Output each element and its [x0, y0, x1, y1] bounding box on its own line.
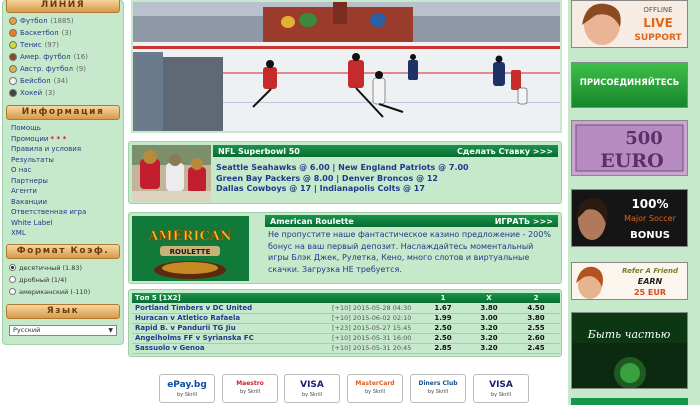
radio-icon[interactable]: [9, 276, 16, 283]
odds-format-decimal[interactable]: [3, 262, 123, 274]
ad-refer-friend[interactable]: [571, 262, 688, 300]
soccer-pct: 100%: [631, 197, 669, 211]
sport-item-baseball[interactable]: [3, 75, 123, 87]
match-name[interactable]: Rapid B. v Pandurii TG Jiu: [132, 323, 332, 333]
odd-away[interactable]: 2.60: [512, 333, 560, 343]
top5-title: Топ 5 [1X2]: [132, 293, 420, 303]
sport-count: (3): [45, 89, 56, 97]
payment-by: by Skrill: [239, 389, 260, 395]
info-links: [3, 123, 123, 239]
refer-line1: Refer A Friend: [622, 267, 678, 275]
payment-logo-maestro: [222, 374, 278, 403]
odds-format-label: американский (-110): [19, 287, 91, 296]
match-info: [+10] 2015-05-31 20:45: [332, 343, 420, 353]
payment-logo-mastercard: [347, 374, 403, 403]
support-status: OFFLINE: [643, 6, 673, 14]
odd-draw[interactable]: 3.00: [466, 313, 512, 323]
odd-away[interactable]: 2.45: [512, 343, 560, 353]
language-header: Язык: [6, 304, 120, 319]
sport-label: Тенис: [20, 41, 42, 49]
info-link-terms[interactable]: Правила и условия: [11, 145, 82, 153]
nfl-title: NFL Superbowl 50: [218, 146, 300, 156]
soccer-bonus-graphic: [572, 190, 687, 246]
support-live: LIVE: [643, 16, 673, 30]
match-name[interactable]: Portland Timbers v DC United: [132, 303, 332, 313]
nfl-odds-line[interactable]: Green Bay Packers @ 8.00 | Denver Broncos @ 12: [216, 173, 438, 183]
soccer-bonus: BONUS: [630, 230, 670, 241]
table-row[interactable]: [132, 323, 560, 333]
match-name[interactable]: Sassuolo v Genoa: [132, 343, 332, 353]
match-info: [+10] 2015-05-31 16:00: [332, 333, 420, 343]
match-info: [+10] 2015-06-02 02:10: [332, 313, 420, 323]
ad-soccer-bonus[interactable]: [571, 189, 688, 247]
info-link-agents[interactable]: Агенти: [11, 187, 37, 195]
right-ads-column: [568, 0, 700, 405]
language-value: Русский: [13, 325, 41, 334]
hockey-icon: [9, 89, 17, 97]
sport-label: Баскетбол: [20, 29, 59, 37]
table-row[interactable]: [132, 303, 560, 313]
roulette-content: [265, 215, 558, 275]
place-bet-link[interactable]: Сделать Ставку >>>: [456, 146, 553, 156]
sport-label: Бейсбол: [20, 77, 51, 85]
sport-count: (9): [76, 65, 86, 73]
nfl-superbowl-panel: [128, 141, 562, 204]
sport-label: Австр. футбол: [20, 65, 74, 73]
odd-draw[interactable]: 3.20: [466, 323, 512, 333]
payment-logo-diners: [410, 374, 466, 403]
sport-item-aussie-football[interactable]: [3, 63, 123, 75]
roulette-title: American Roulette: [270, 216, 354, 226]
odd-draw[interactable]: 3.20: [466, 333, 512, 343]
ad-live-support[interactable]: [571, 0, 688, 48]
radio-selected-icon[interactable]: [9, 264, 16, 271]
promo-stars: * * *: [50, 134, 67, 143]
odds-format-fractional[interactable]: [3, 274, 123, 286]
sports-list: [3, 15, 123, 99]
payment-brand: Diners Club: [418, 380, 458, 387]
roulette-title-bar: [265, 215, 558, 227]
sport-label: Футбол: [20, 17, 48, 25]
odd-home[interactable]: 2.50: [420, 333, 466, 343]
match-name[interactable]: Huracan v Atletico Rafaela: [132, 313, 332, 323]
american-football-icon: [9, 53, 17, 61]
roulette-logo-subtitle: ROULETTE: [169, 248, 211, 256]
nfl-photo[interactable]: [132, 145, 211, 202]
info-link-partners[interactable]: Партнеры: [11, 176, 48, 185]
table-row[interactable]: [132, 333, 560, 343]
table-row[interactable]: [132, 313, 560, 323]
payment-by: by Skrill: [427, 389, 448, 395]
odd-home[interactable]: 1.99: [420, 313, 466, 323]
top5-header-row: [132, 293, 560, 303]
payment-logo-visa-electron: [473, 374, 529, 403]
odd-away[interactable]: 4.50: [512, 303, 560, 313]
info-link-xml[interactable]: XML: [11, 229, 26, 237]
sport-count: (16): [73, 53, 88, 61]
refer-line3: 25 EUR: [633, 288, 667, 297]
refer-line2: EARN: [637, 277, 663, 286]
sport-item-football[interactable]: [3, 15, 123, 27]
sport-count: (97): [44, 41, 59, 49]
info-link-white-label[interactable]: White Label: [11, 218, 53, 227]
odds-format-header: Формат Коэф.: [6, 244, 120, 259]
sport-label: Хокей: [20, 89, 43, 97]
payment-by: by Skrill: [176, 392, 197, 398]
col-home-header: 1: [420, 293, 466, 303]
sport-item-tennis[interactable]: [3, 39, 123, 51]
odds-format-label: десятичный (1.83): [19, 263, 83, 272]
tennis-icon: [9, 41, 17, 49]
info-header: Информация: [6, 105, 120, 120]
odds-format-american[interactable]: [3, 286, 123, 298]
top5-table: [132, 293, 560, 354]
odd-draw[interactable]: 3.80: [466, 303, 512, 313]
top5-panel: [128, 289, 562, 357]
payment-logo-visa: [284, 374, 340, 403]
payment-brand: Maestro: [236, 380, 264, 387]
be-part-label: Быть частью: [587, 328, 671, 341]
sport-item-hockey[interactable]: [3, 87, 123, 99]
nfl-title-bar: [213, 145, 558, 157]
be-part-graphic: [572, 313, 687, 388]
payment-brand: MasterCard: [355, 380, 395, 387]
payment-brand: VISA: [300, 380, 324, 390]
info-link-help[interactable]: Помощь: [11, 124, 41, 132]
play-roulette-link[interactable]: ИГРАТЬ >>>: [494, 216, 553, 226]
payment-brand: ePay.bg: [167, 380, 207, 390]
odd-away[interactable]: 3.80: [512, 313, 560, 323]
match-info: [+23] 2015-05-27 15:45: [332, 323, 420, 333]
baseball-icon: [9, 77, 17, 85]
info-link-promotions[interactable]: [3, 134, 123, 145]
live-support-graphic: [572, 1, 687, 47]
odd-home[interactable]: 2.50: [420, 323, 466, 333]
soccer-line: Major Soccer: [624, 214, 676, 223]
ad-strip: [571, 398, 688, 405]
sport-item-basketball[interactable]: [3, 27, 123, 39]
sport-item-american-football[interactable]: [3, 51, 123, 63]
refer-friend-graphic: [572, 263, 687, 299]
payment-by: by Skrill: [364, 389, 385, 395]
odd-away[interactable]: 2.55: [512, 323, 560, 333]
payment-by: by Skrill: [301, 392, 322, 398]
info-link-label: Промоции: [11, 134, 49, 143]
aussie-football-icon: [9, 65, 17, 73]
nfl-content: [213, 145, 558, 195]
sport-label: Амер. футбол: [20, 53, 71, 61]
odd-home[interactable]: 1.67: [420, 303, 466, 313]
euro-banknote-graphic: [572, 121, 687, 175]
euro-word: EURO: [600, 150, 664, 172]
table-row[interactable]: [132, 343, 560, 353]
nfl-odds-line[interactable]: Seattle Seahawks @ 6.00 | New England Patriots @ 7.00: [216, 163, 469, 172]
hero-banner-hockey[interactable]: [131, 0, 562, 133]
info-link-vacancies[interactable]: Ваканции: [11, 197, 48, 206]
col-away-header: 2: [512, 293, 560, 303]
roulette-description: Не пропустите наше фантастическое казино предложение - 200% бонус на ваш первый депозит. Наслаждайтесь моментальный игры Блэк Джек, Рулетка, Кено, много слотов и виртуальные скачки. Загрузка НЕ требуется.: [268, 230, 551, 274]
col-draw-header: X: [466, 293, 512, 303]
support-label: SUPPORT: [634, 33, 682, 43]
odd-home[interactable]: 2.85: [420, 343, 466, 353]
hockey-photo: [133, 2, 560, 131]
payment-logo-epay: [159, 374, 215, 403]
language-select[interactable]: [9, 325, 117, 336]
american-roulette-panel: [128, 212, 562, 284]
nfl-odds-line[interactable]: Dallas Cowboys @ 17 | Indianapolis Colts @ 17: [216, 184, 425, 193]
payment-by: by Skrill: [490, 392, 511, 398]
roulette-logo-title: AMERICAN: [148, 229, 232, 244]
chevron-down-icon: ▼: [108, 326, 113, 334]
info-link-results[interactable]: Результаты: [11, 155, 54, 164]
info-link-about[interactable]: О нас: [11, 166, 32, 174]
euro-amount: 500: [625, 128, 663, 149]
radio-icon[interactable]: [9, 288, 16, 295]
left-sidebar: [2, 0, 124, 345]
join-label: ПРИСОЕДИНЯЙТЕСЬ: [579, 78, 680, 88]
odd-draw[interactable]: 3.20: [466, 343, 512, 353]
ad-500-euro[interactable]: [571, 120, 688, 176]
payment-brand: VISA: [489, 380, 513, 390]
info-link-responsible-gaming[interactable]: Ответственная игра: [11, 208, 87, 216]
match-info: [+10] 2015-05-28 04:30: [332, 303, 420, 313]
odds-format-label: дробный (1/4): [19, 275, 67, 284]
sport-count: (34): [53, 77, 68, 85]
basketball-icon: [9, 29, 17, 37]
football-icon: [9, 17, 17, 25]
match-name[interactable]: Angelholms FF v Syrianska FC: [132, 333, 332, 343]
sport-count: (1885): [50, 17, 74, 25]
ad-be-part[interactable]: [571, 312, 688, 389]
sports-header: ЛИНИЯ: [6, 0, 120, 13]
ad-join[interactable]: [571, 62, 688, 108]
sport-count: (3): [61, 29, 72, 37]
roulette-logo[interactable]: [132, 216, 249, 281]
